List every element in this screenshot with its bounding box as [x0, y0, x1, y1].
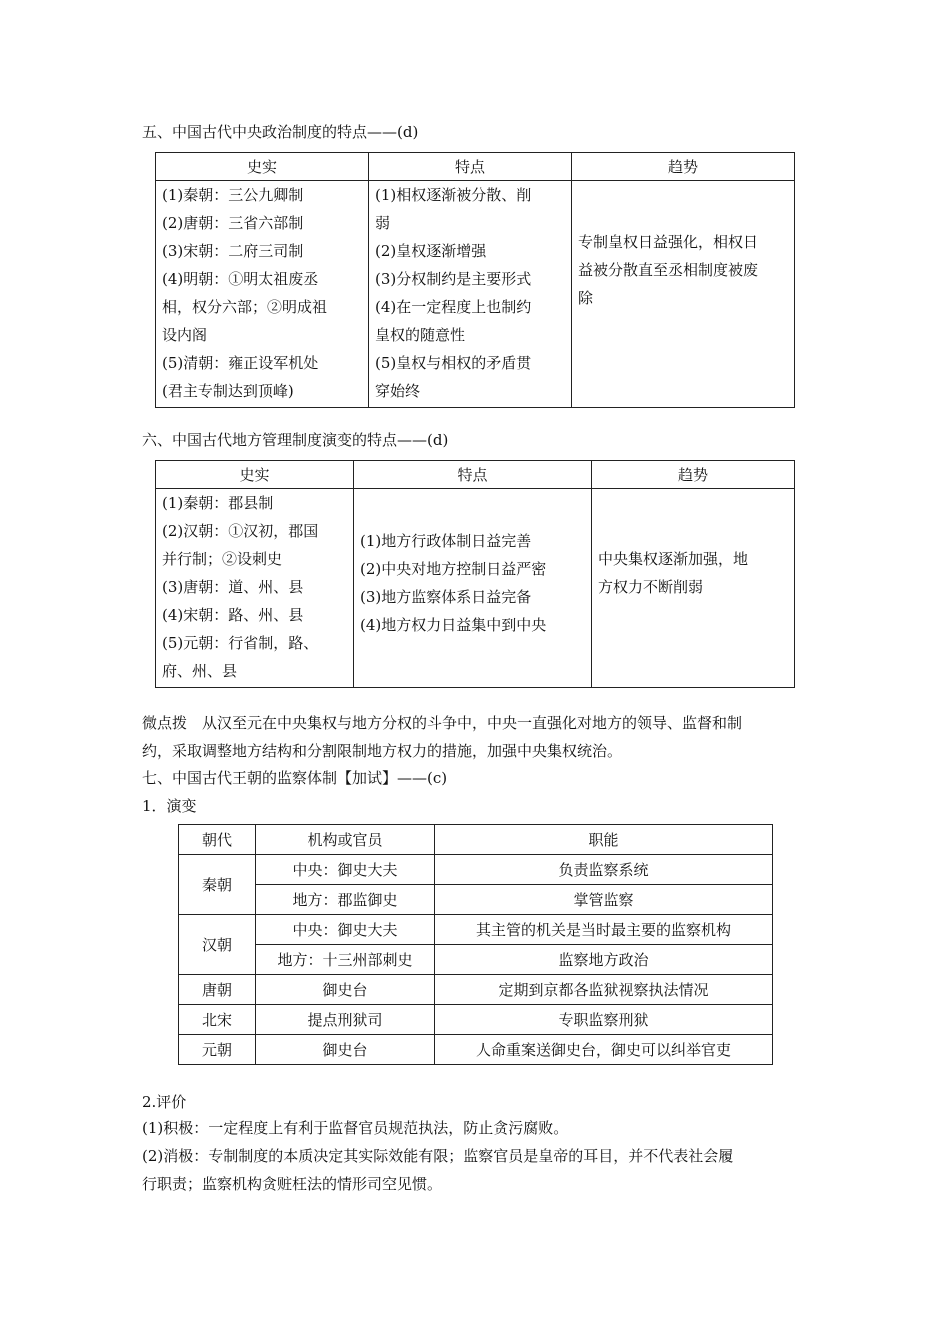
function-cell: 定期到京都各监狱视察执法情况: [435, 975, 773, 1005]
table-row: [179, 915, 773, 945]
section6-title: 六、中国古代地方管理制度演变的特点——(d): [142, 431, 449, 449]
table-header-row: [156, 153, 795, 181]
header-function: 职能: [435, 825, 773, 855]
fact-line: (3)唐朝：道、州、县: [162, 578, 304, 596]
header-org: 机构或官员: [256, 825, 435, 855]
feature-line: 皇权的随意性: [375, 326, 466, 344]
fact-line: (4)宋朝：路、州、县: [162, 606, 304, 624]
subsection-evolution: 1．演变: [142, 797, 197, 815]
trend-line: 专制皇权日益强化，相权日: [578, 233, 759, 251]
fact-line: (2)汉朝：①汉初，郡国: [162, 522, 319, 540]
fact-line: (1)秦朝：三公九卿制: [162, 186, 304, 204]
function-cell: 负责监察系统: [435, 855, 773, 885]
fact-line: 并行制；②设刺史: [162, 550, 283, 568]
dynasty-cell: 北宋: [179, 1005, 256, 1035]
supervision-table: [178, 824, 773, 1065]
org-cell: 中央：御史大夫: [256, 915, 435, 945]
fact-line: 相，权分六部；②明成祖: [162, 298, 328, 316]
local-system-table: [155, 460, 795, 688]
feature-line: (3)地方监察体系日益完备: [360, 588, 532, 606]
trend-cell: [572, 181, 795, 408]
feature-line: (3)分权制约是主要形式: [375, 270, 532, 288]
feature-line: (2)皇权逐渐增强: [375, 242, 487, 260]
table-row: [156, 181, 795, 408]
org-cell: 中央：御史大夫: [256, 855, 435, 885]
facts-cell: [156, 181, 369, 408]
dynasty-cell: 元朝: [179, 1035, 256, 1065]
trend-cell: [592, 489, 795, 688]
table-row: [179, 1005, 773, 1035]
tip-line: 约，采取调整地方结构和分割限制地方权力的措施，加强中央集权统治。: [142, 742, 623, 760]
dynasty-cell: 汉朝: [179, 915, 256, 975]
header-facts: 史实: [156, 461, 354, 489]
header-dynasty: 朝代: [179, 825, 256, 855]
header-trend: 趋势: [592, 461, 795, 489]
table-row: [179, 945, 773, 975]
feature-line: (1)相权逐渐被分散、削: [375, 186, 532, 204]
header-features: 特点: [369, 153, 572, 181]
table-header-row: [179, 825, 773, 855]
fact-line: (5)元朝：行省制，路、: [162, 634, 319, 652]
evaluation-negative-cont: 行职责；监察机构贪赃枉法的情形司空见惯。: [142, 1175, 443, 1193]
features-cell: [354, 489, 592, 688]
feature-line: (5)皇权与相权的矛盾贯: [375, 354, 532, 372]
feature-line: 弱: [375, 214, 391, 232]
features-cell: [369, 181, 572, 408]
facts-cell: [156, 489, 354, 688]
trend-line: 方权力不断削弱: [598, 578, 704, 596]
org-cell: 御史台: [256, 1035, 435, 1065]
feature-line: (4)在一定程度上也制约: [375, 298, 532, 316]
fact-line: 设内阁: [162, 326, 208, 344]
section7-title: 七、中国古代王朝的监察体制【加试】——(c): [142, 769, 448, 787]
section5-title: 五、中国古代中央政治制度的特点——(d): [142, 123, 419, 141]
org-cell: 御史台: [256, 975, 435, 1005]
table-row: [156, 489, 795, 688]
trend-line: 中央集权逐渐加强，地: [598, 550, 749, 568]
fact-line: (君主专制达到顶峰): [162, 382, 294, 400]
evaluation-paragraph: [142, 1114, 817, 1198]
org-cell: 地方：十三州部刺史: [256, 945, 435, 975]
fact-line: (5)清朝：雍正设军机处: [162, 354, 319, 372]
fact-line: (1)秦朝：郡县制: [162, 494, 274, 512]
function-cell: 人命重案送御史台，御史可以纠举官吏: [435, 1035, 773, 1065]
table-header-row: [156, 461, 795, 489]
central-system-table: [155, 152, 795, 408]
feature-line: (1)地方行政体制日益完善: [360, 532, 532, 550]
function-cell: 掌管监察: [435, 885, 773, 915]
header-features: 特点: [354, 461, 592, 489]
fact-line: 府、州、县: [162, 662, 238, 680]
evaluation-negative: (2)消极：专制制度的本质决定其实际效能有限；监察官员是皇帝的耳目，并不代表社会履: [142, 1147, 734, 1165]
table-row: [179, 975, 773, 1005]
org-cell: 地方：郡监御史: [256, 885, 435, 915]
subsection-evaluation: 2.评价: [142, 1093, 187, 1111]
function-cell: 专职监察刑狱: [435, 1005, 773, 1035]
fact-line: (3)宋朝：二府三司制: [162, 242, 304, 260]
function-cell: 其主管的机关是当时最主要的监察机构: [435, 915, 773, 945]
trend-line: 益被分散直至丞相制度被废: [578, 261, 759, 279]
tip-line: 微点拨 从汉至元在中央集权与地方分权的斗争中，中央一直强化对地方的领导、监督和制: [142, 714, 743, 732]
dynasty-cell: 秦朝: [179, 855, 256, 915]
dynasty-cell: 唐朝: [179, 975, 256, 1005]
header-trend: 趋势: [572, 153, 795, 181]
table-row: [179, 855, 773, 885]
table-row: [179, 885, 773, 915]
feature-line: 穿始终: [375, 382, 421, 400]
function-cell: 监察地方政治: [435, 945, 773, 975]
header-facts: 史实: [156, 153, 369, 181]
table-row: [179, 1035, 773, 1065]
feature-line: (2)中央对地方控制日益严密: [360, 560, 547, 578]
fact-line: (2)唐朝：三省六部制: [162, 214, 304, 232]
org-cell: 提点刑狱司: [256, 1005, 435, 1035]
trend-line: 除: [578, 289, 594, 307]
evaluation-positive: (1)积极：一定程度上有利于监督官员规范执法，防止贪污腐败。: [142, 1119, 569, 1137]
tip-paragraph: [142, 709, 817, 765]
fact-line: (4)明朝：①明太祖废丞: [162, 270, 319, 288]
feature-line: (4)地方权力日益集中到中央: [360, 616, 547, 634]
